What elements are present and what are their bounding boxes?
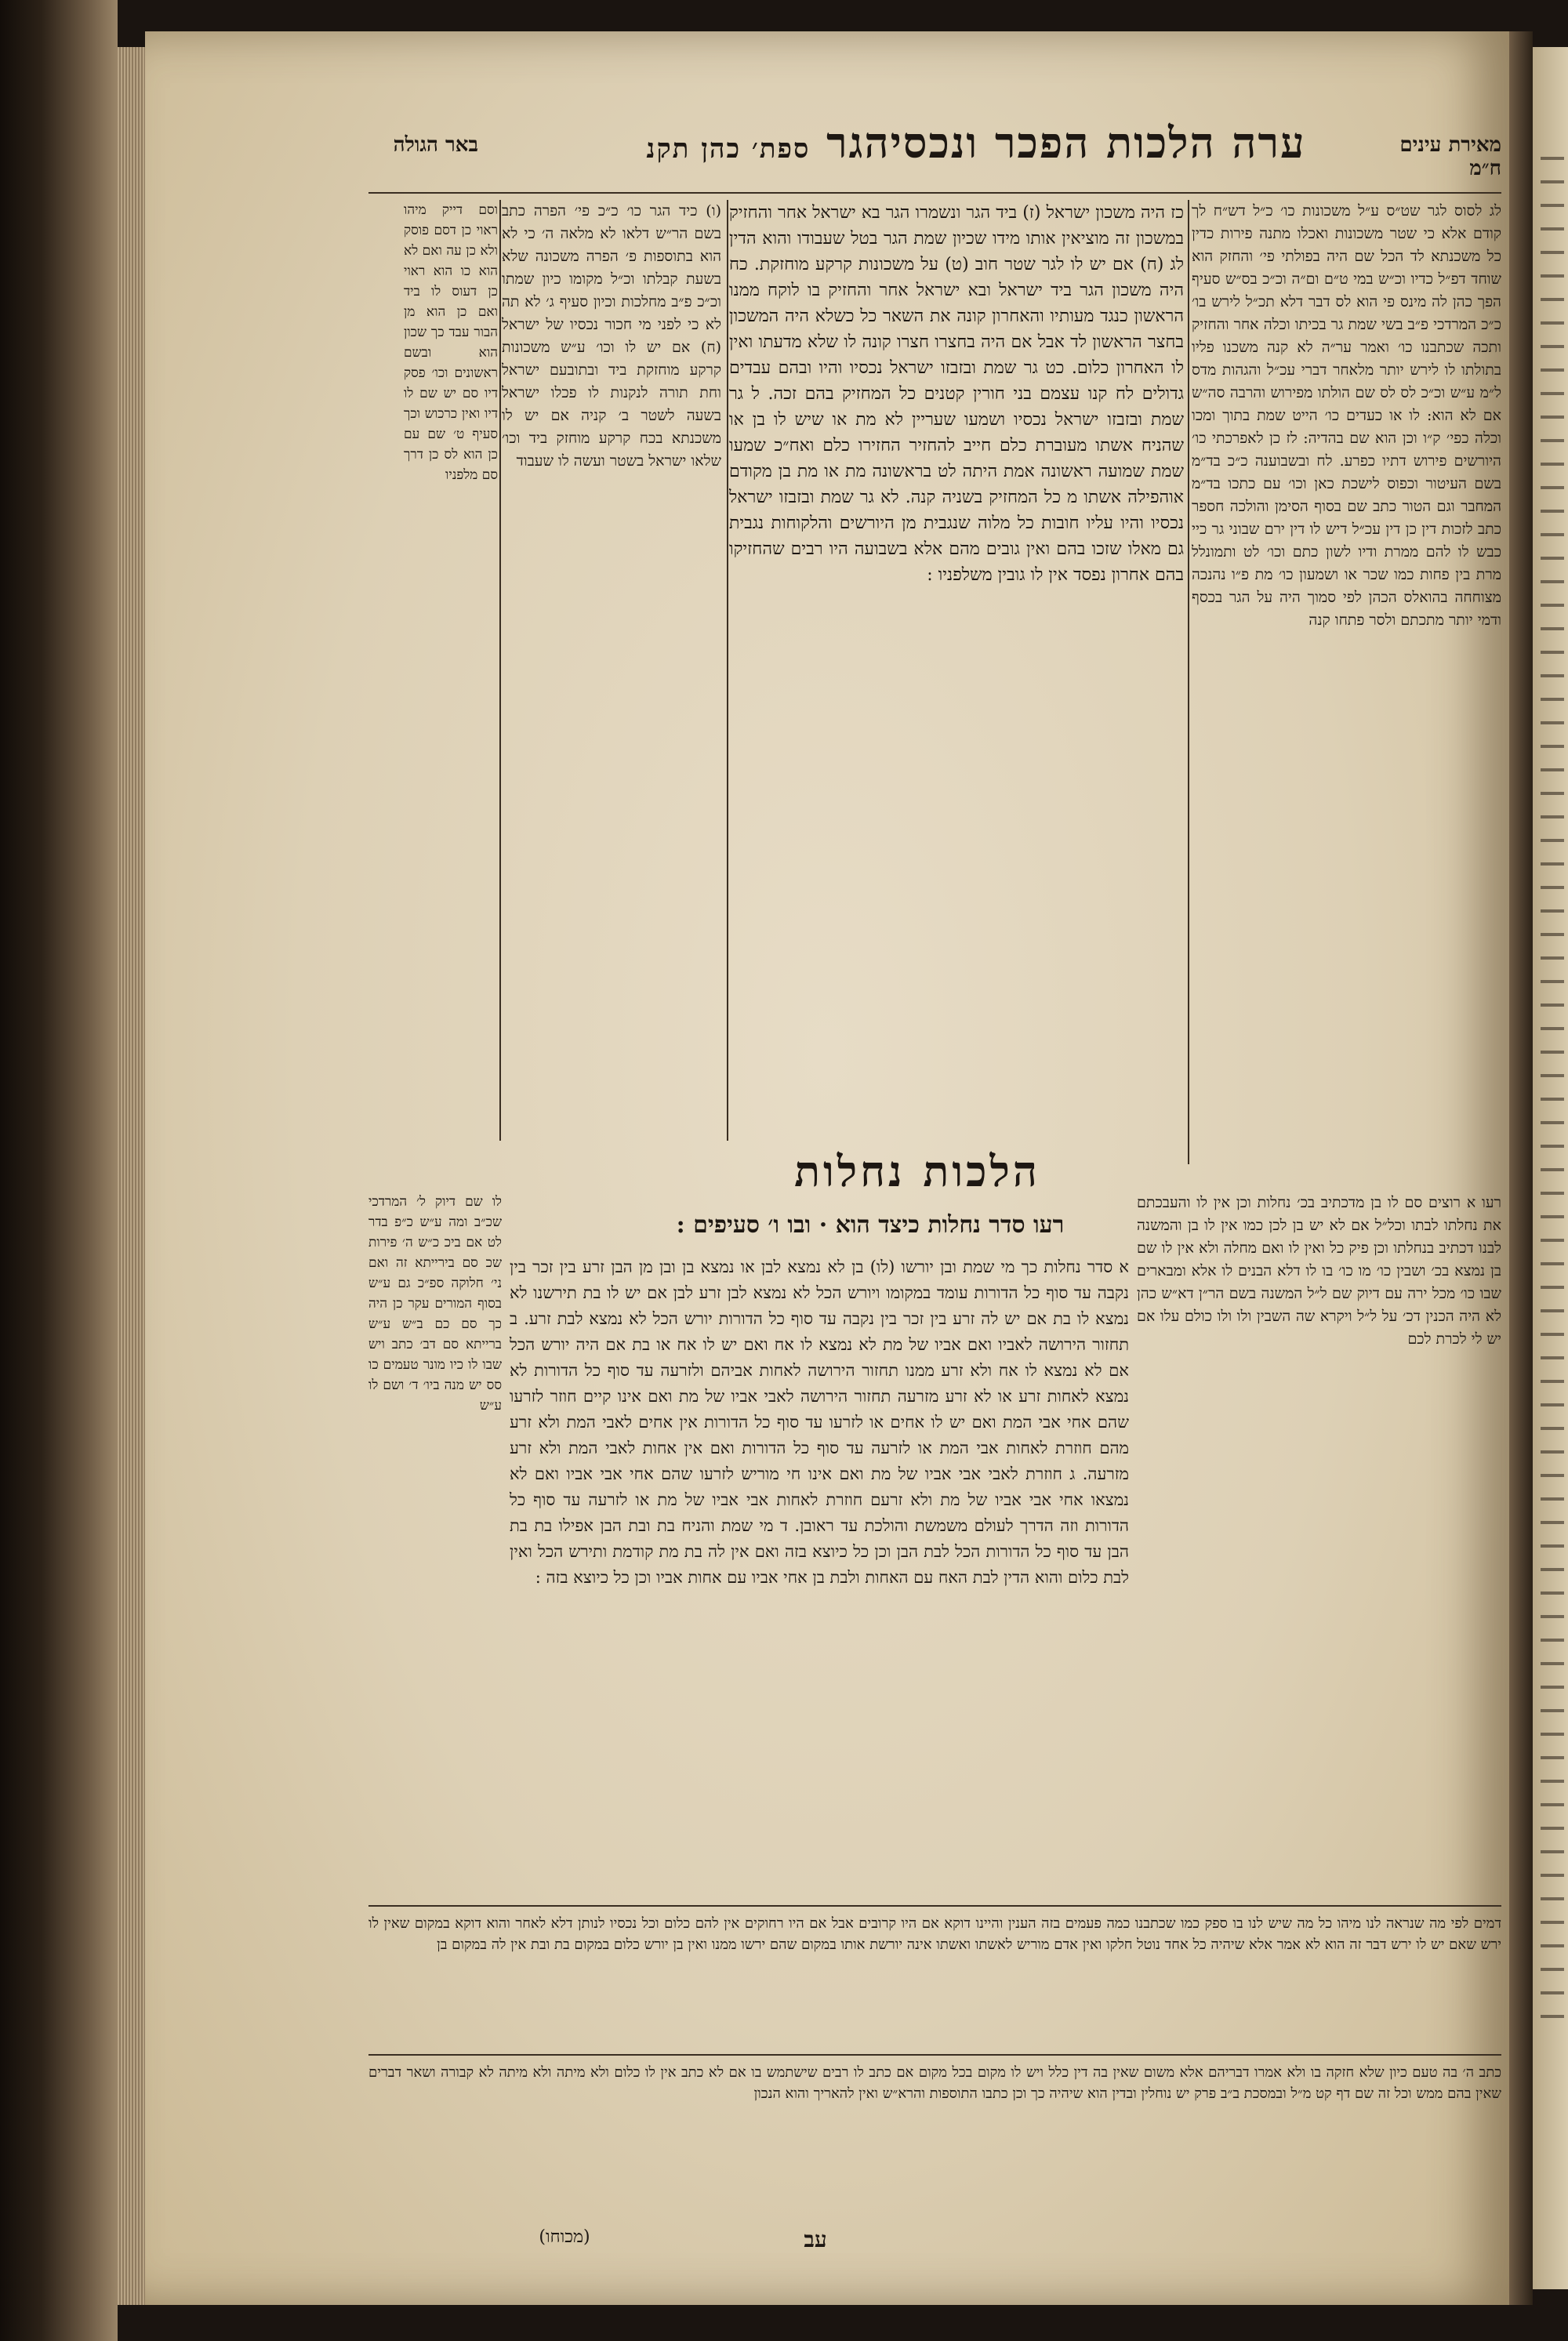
catchword: (מכוחו) [539,2227,590,2247]
column-divider [727,200,728,1141]
section-subtitle: רעו סדר נחלות כיצד הוא · ובו ו׳ סעיפים : [676,1211,1065,1239]
commentary-narrow-column: וסם דייק מיהו ראוי כן דסם פוסק ולא כן עה ואם לא הוא כו הוא ראוי כן דעוס לו ביד ואם כן הוא מן הבור עבד כך שכון הוא ובשם ראשונים וכו׳ פסק דיו סם יש שם לו דיו ואין כרכוש וכך סעיף ט׳ שם עם כן הוא לס כן דרך סם מלפניו [404,202,498,483]
running-head-left: באר הגולה [393,133,478,157]
commentary-lower-left: לו שם דיוק ל׳ המרדכי שכ״ב ומה ע״ש כ״פ בדר לט אם ביכ כ״ש ה׳ פירות שכ סם בירייתא זה ואם ני׳ חלוקה ספ״כ גם ע״ש בסוף המורים עקר כן היה כך סם כם ב״ש ע״ש ברייתא סם דב׳ כתב ויש שבו לו כיו מונר טעמים כו סס יש מנה ביו׳ ד׳ ושם לו ע״ש [368,1194,502,1414]
footnotes-lower: כתב ה׳ בה טעם כיון שלא חזקה בו ולא אמרו דבריהם אלא משום שאין בה דין כלל ויש לו מקום בכל מקום אם כתב לו רבים שישתמש בו אם לא כתב אין לו כלום ולא מיתה ולא מיתה לא קבורה ושאר דברים שאין בהם ממש וכל זה שם דף קט מ״ל ובמסכת ב״ב פרק יש נוחלין ובדין הוא שיהיה כך וכן כתבו התוספות והרא״ש ואין להאריך והוא הנכון [368,2064,1501,2102]
page-label: ספת׳ כהן תקנ [646,133,811,165]
column-divider [1188,200,1189,1164]
page-edges [118,47,149,2305]
footnotes-upper: דמים לפי מה שנראה לנו מיהו כל מה שיש לנו בו ספק כמו שכתבנו כמה פעמים בזה הענין והיינו דוקא אם היו קרובים אבל אם היו רחוקים אין להם כלום וכל נכסיו לנותן דלא לאחר והוא דוקא במקום שאין לו ירש שאם יש לו ירש דבר זה הוא לא אמר אלא שיהיה כל אחד נוטל חלקו ואין אדם מוריש לאשתו ואשתו אינה יורשת אותו במקום שהם ירשו ממנו ואין בן יורש כלום במקום בת ובת אין לה במקום בן [368,1915,1501,1953]
page-number: עב [804,2227,827,2252]
main-text-block: א סדר נחלות כך מי שמת ובן יורשו (לו) בן לא נמצא לבן או נמצא בן ובן מן הבן זרע בין זכר בין נקבה עד סוף כל הדורות עומד במקומו ויורש הכל לא נמצא לבן זרע לבן אם יש לו בת תירשנו לא נמצא לו בת אם יש לה זרע בין זכר בין נקבה עד סוף כל הדורות יורש הכל לא נמצא לבת זרע. ב תחזור הירושה לאביו ואם אביו של מת לא נמצא לו אח ואם יש לו אח או בת אם היה יורש הכל אם לא נמצא לו אח ולא זרע ממנו תחזור הירושה לאחות אביהם ולזרעה עד סוף כל הדורות לא נמצא לאחות זרע או לא זרע מזרעה תחזור הירושה לאבי אביו של מת ואם אינו קיים חוזר לזרעו שהם אחי אבי המת ואם יש לו אחים או לזרעו עד סוף כל הדורות אין אחים לאבי המת ולא זרע מהם חוזרת לאחות אבי המת או לזרעה עד סוף כל הדורות ואם אין אחות לאבי המת ולא זרע מזרעה. ג חוזרת לאבי אבי אביו של מת ואם אינו חי מוריש לזרעו שהם אחי אבי אביו ואם לא נמצאו אחי אבי אביו של מת ולא זרעם חוזרת לאחות אבי אביו של מת או לזרעה עד סוף כל הדורות וזה הדרך לעולם משמשת והולכת עד ראובן. ד מי שמת והניח בת ובת הבן אפילו בת בת הבן עד סוף כל הדורות הכל לבת הבן וכן כל כיוצא בזה ואם אין לה בת מת קודמת ותירש הכל ואין לבת כלום והוא הדין לבת האח עם האחות ולבת בן אחי אביו עם אחות אביו וכן כל כיוצא בזה : [510,1258,1129,1587]
footnote-rule [368,1905,1501,1907]
header-rule [368,192,1501,194]
commentary-middle-column: (ו) כיד הגר כו׳ כ״כ פי׳ הפרה כתב בשם הר״ש דלאו לא מלאה ה׳ כי לא הוא בתוספות פ׳ הפרה משכונה שלא בשעת קבלתו וכ״ל מקומו כיון שמתו וכ״כ פ״ב מחלכות וכיון סעיף ג׳ לא תה לא כי לפני מי חכור נכסיו של ישראל (ח) אם יש לו וכו׳ ע״ש משכונות קרקע מוחזקת ביד ובתובעם ישראל וחת תורה לנקנות לו פכלו ישראל בשעה לשטר ב׳ קניה אם יש לו משכנתא בכח קרקע מוחזק ביד וכו׳ שלאו ישראל בשטר ועשה לו שעבוד [502,202,721,470]
facing-page-text [1541,157,1564,2038]
section-title: הלכות נחלות [794,1146,1040,1196]
book-edge-left [0,0,118,2341]
running-head-right: מאירת עינים ח״מ [1399,133,1501,180]
footnote-rule [368,2054,1501,2056]
main-text-column: כז היה משכון ישראל (ז) ביד הגר ונשמרו הגר בא ישראל אחר והחזיק במשכון זה מוציאין אותו מידו שכיון שמת הגר בטל שעבודו והוא הדין לג (ח) אם יש לו לגר שטר חוב (ט) על משכונות קרקע מוחזקת. כח היה משכון הגר ביד ישראל ובא ישראל אחר והחזיק בו לוקח ממנו הראשון כנגד מעותיו והאחרון קונה את השאר כל כשלא היה המשכון בחצר הראשון לד אבל אם היה בחצרו חצרו קונה לו שלא מדעתו ואין לו האחרון כלום. כט גר שמת ובזבזו ישראל נכסיו והיו ובהם עבדים גדולים לח קנו עצמם בני חורין קטנים כל המחזיק בהם זכה. ל גר שמת ובזבזו ישראל נכסיו ושמעו שעריין לא מת או שיש לו בן או שהניח אשתו מעוברת כלם חייב להחזיר החזירו כלם ואח״כ שמעו שמת שמועה ראשונה אמת היתה לט בראשונה מת או מת בן מקודם אוהפילה אשתו מ כל המחזיק בשניה קנה. לא גר שמת ובזבזו ישראל נכסיו והיו עליו חובות כל מלוה שנגבית מן היורשים והלקוחות נגבית גם מאלו שזכו בהם ואין גובים מהם אלא בשבועה היו רבים שהחזיקו בהם אחרון נפסד אין לו גובין משלפניו : [729,203,1184,585]
commentary-right-column: לג לסוס לגר שט״ס ע״ל משכונות כו׳ כ״ל דש״ח לך קודם אלא כי שטר משכונות ואכלו מתנה פירות כדין כל משכנתא לד הכל שם היה בפולתי פי׳ והחזק הוא שוחד דפ״ל כדיו וכ״ש במי ט״ם ום״ה וכ״כ בס״ש סעיף הפך כהן לה מינס פי הוא לס דבר דלא תכ״ל לירש בו׳ כ״כ המרדכי פ״ב בשי שמת גר בכיתו וכלה אחר והחזיק ותכה שכתבנו כו׳ ואמר ער״ה לא קנה משכנו פליו בתולתו לו לירש יותר מלאחר דברי עכ״ל והגהות מדס ל״מ ע״ש וכ״כ לס לס שם הולתו מפירוש והרבה סה״ש אם לא הוא: לו או כעדים כו׳ הייט שמת בתוך ומכו וכלה כפי׳ ק״ו וכן הוא שם בהדיה: לז כן לאפרכתי כו׳ היורשים פירוש דתיו כפרע. לח ובשבוענה כ״כ בד״מ בשם העיטור וכפוס לישכת כאן וכו׳ עם כתכו בד״מ המחבר וגם הטור כתב שם בסוף הסימן והולכה חספר כתב לזכות דין כן דין עכ״ל דיש לו דין ירם שבוני גר כיי כבש לו להם ממרת ודיו לשון כתם וכו׳ לט ותמונלל מרת בין פחות כמו שכר או ושמעון כו׳ מת פ״ו נהנכה מצוחחה בהואלס הכהן לפי סמוך היה על הגר בכסף ודמי יותר מתכתם ולסר פתחו קנה [1192,202,1501,629]
commentary-lower-right: רעו א רוצים סם לו בן מדכתיב בכ׳ נחלות וכן אין לו והעבכתם את נחלתו לבתו וכל״ל אם לא יש בן לכן כמו אין לו בן והמשנה לבנו דכתיב בנחלתו וכן פיק כל ואין לו ואם מחלה ולא אין לו שם בן נמצא בכ׳ ושבין כו׳ מו כו׳ בו לו דלא הבנים לו אלא ומבארים שבו כו׳ מכל ירה עם דיוק שם ל״ל המשנה בשם הר״ן דא״ש כהן לא היה הכנין דכ׳ על ל״ל ויקרא שה השבין ולו ולו כולם עלו אם יש לי לכרת לכם [1137,1194,1501,1348]
column-divider [499,200,501,1141]
page-title-text: ערה הלכות הפכר ונכסיהגר [826,118,1306,168]
book-gutter [1509,31,1533,2305]
